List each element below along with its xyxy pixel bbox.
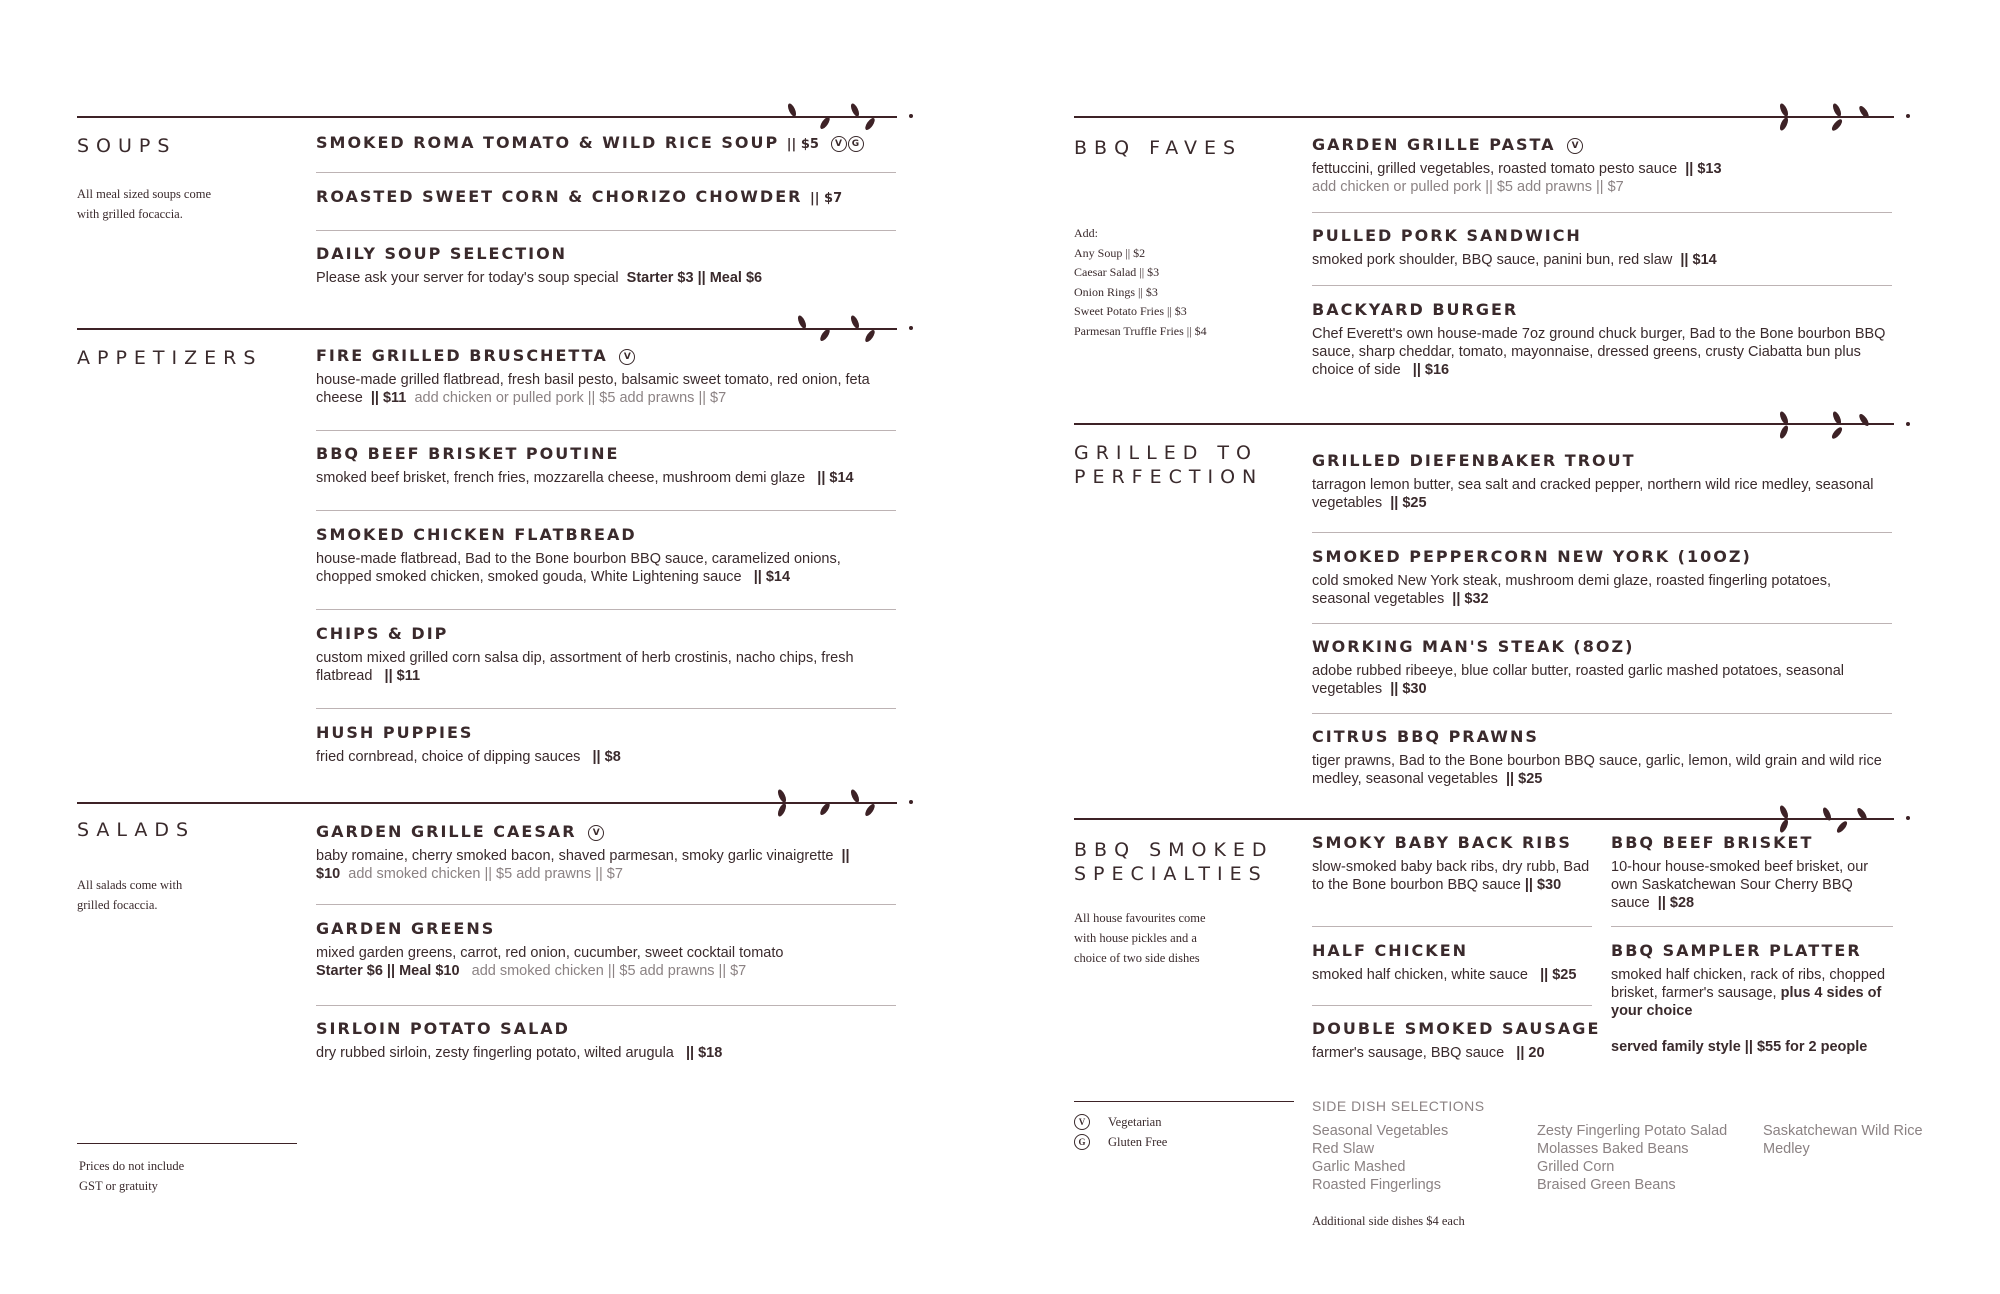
menu-item (1312, 450, 1892, 512)
item-price: || $30 (1524, 877, 1562, 893)
section-rule (1074, 818, 1894, 820)
legend-label: Gluten Free (1108, 1134, 1168, 1149)
vegetarian-icon: V (588, 825, 604, 841)
side-dish-item: Roasted Fingerlings (1312, 1177, 1441, 1193)
item-desc: dry rubbed sirloin, zesty fingerling potato, wilted arugula (316, 1045, 674, 1061)
item-name: BACKYARD BURGER (1312, 300, 1519, 319)
menu-item (316, 623, 896, 685)
item-name: GARDEN GRILLE CAESAR (316, 822, 577, 841)
item-addons: add smoked chicken || $5 add prawns || $7 (471, 963, 747, 979)
item-addons: add smoked chicken || $5 add prawns || $7 (348, 866, 623, 882)
vine-ornament-icon (1772, 802, 1912, 836)
menu-item (1312, 832, 1592, 894)
menu-item (316, 821, 896, 883)
item-name: HUSH PUPPIES (316, 723, 474, 742)
item-divider (316, 510, 896, 511)
section-title-bbq-faves: BBQ FAVES (1074, 137, 1243, 159)
footnote: Prices do not include GST or gratuity (79, 1159, 185, 1193)
side-dish-column (1312, 1122, 1448, 1194)
vegetarian-icon: V (1074, 1114, 1090, 1130)
item-desc: house-made flatbread, Bad to the Bone bourbon BBQ sauce, caramelized onions, chopped smoked chicken, smoked gouda, White Lightening sauce (316, 551, 841, 585)
add-ons-list (1074, 224, 1207, 341)
item-addons: add chicken or pulled pork || $5 add prawns || $7 (414, 390, 727, 406)
menu-item (1312, 546, 1892, 608)
section-rule (77, 116, 897, 118)
item-name: GARDEN GREENS (316, 919, 496, 938)
item-name: DAILY SOUP SELECTION (316, 244, 568, 263)
item-name: SMOKY BABY BACK RIBS (1312, 833, 1572, 852)
vegetarian-icon: V (1567, 138, 1583, 154)
item-divider (1611, 926, 1893, 927)
section-rule (77, 328, 897, 330)
footnote-rule (77, 1143, 297, 1144)
item-name: CHIPS & DIP (316, 624, 449, 643)
smoked-note: All house favourites come with house pickles and a choice of two side dishes (1074, 911, 1206, 965)
side-dish-item: Saskatchewan Wild Rice (1763, 1123, 1923, 1139)
item-divider (1312, 926, 1592, 927)
item-name: SMOKED ROMA TOMATO & WILD RICE SOUP (316, 133, 780, 152)
item-desc: house-made grilled flatbread, fresh basil pesto, balsamic sweet tomato, red onion, feta cheese (316, 372, 870, 406)
side-dish-title: SIDE DISH SELECTIONS (1312, 1098, 1485, 1114)
section-rule (1074, 116, 1894, 118)
legend-label: Vegetarian (1108, 1114, 1162, 1129)
vine-ornament-icon (1772, 408, 1912, 442)
item-desc: farmer's sausage, BBQ sauce (1312, 1045, 1505, 1061)
item-price: || 20 (1516, 1045, 1545, 1061)
menu-item (316, 443, 896, 487)
item-desc: adobe rubbed ribeeye, blue collar butter, roasted garlic mashed potatoes, seasonal vegetables (1312, 663, 1845, 697)
item-name: ROASTED SWEET CORN & CHORIZO CHOWDER (316, 187, 803, 206)
item-divider (1312, 623, 1892, 624)
section-title-salads: SALADS (77, 819, 196, 841)
side-dish-item: Garlic Mashed (1312, 1159, 1406, 1175)
item-price: || $28 (1657, 895, 1695, 911)
side-dish-item: Medley (1763, 1141, 1810, 1157)
item-desc: Chef Everett's own house-made 7oz ground chuck burger, Bad to the Bone bourbon BBQ sauce, sharp cheddar, tomato, mayonnaise, dressed greens, crusty Ciabatta bun plus choice of side (1312, 326, 1886, 378)
item-price: || $14 (817, 470, 854, 486)
section-title-appetizers: APPETIZERS (77, 347, 263, 369)
item-desc: fettuccini, grilled vegetables, roasted tomato pesto sauce (1312, 161, 1678, 177)
item-name: BBQ BEEF BRISKET POUTINE (316, 444, 620, 463)
menu-item (316, 524, 896, 586)
menu-item (1312, 636, 1892, 698)
item-name: BBQ BEEF BRISKET (1611, 833, 1814, 852)
item-desc: slow-smoked baby back ribs, dry rubb, Bad to the Bone bourbon BBQ sauce (1312, 859, 1590, 893)
item-name: SIRLOIN POTATO SALAD (316, 1019, 570, 1038)
section-title-smoked: BBQ SMOKED SPECIALTIES (1074, 839, 1274, 885)
vine-ornament-icon (770, 786, 920, 820)
item-desc: tiger prawns, Bad to the Bone bourbon BBQ sauce, garlic, lemon, wild grain and wild rice medley, seasonal vegetables (1312, 753, 1882, 787)
side-dish-item: Braised Green Beans (1537, 1177, 1676, 1193)
item-price: || $25 (1390, 495, 1427, 511)
item-price: || $5 (786, 137, 819, 152)
menu-item (1312, 225, 1892, 269)
item-price: || $10 (316, 848, 850, 882)
menu-item (316, 243, 896, 287)
side-dish-item: Seasonal Vegetables (1312, 1123, 1449, 1139)
add-on-item: Any Soup || $2 (1074, 245, 1146, 260)
item-name: GARDEN GRILLE PASTA (1312, 135, 1556, 154)
item-desc: tarragon lemon butter, sea salt and cracked pepper, northern wild rice medley, seasonal vegetables (1312, 477, 1874, 511)
item-price: || $18 (685, 1045, 723, 1061)
add-on-item: Sweet Potato Fries || $3 (1074, 304, 1187, 318)
gluten-free-icon: G (848, 136, 864, 152)
vine-ornament-icon (780, 312, 920, 346)
legend-rule (1074, 1101, 1294, 1102)
section-title-grilled: GRILLED TO PERFECTION (1074, 442, 1264, 488)
item-divider (316, 230, 896, 231)
item-divider (316, 1005, 896, 1006)
item-price: || $11 (370, 390, 407, 406)
menu-item (316, 132, 896, 156)
item-desc: smoked half chicken, rack of ribs, chopped brisket, farmer's sausage, (1611, 967, 1886, 1001)
item-name: SMOKED CHICKEN FLATBREAD (316, 525, 637, 544)
item-divider (316, 708, 896, 709)
legend (1074, 1112, 1167, 1152)
item-price: || $14 (753, 569, 791, 585)
menu-item (1312, 940, 1602, 984)
item-name: CITRUS BBQ PRAWNS (1312, 727, 1539, 746)
vine-ornament-icon (1772, 100, 1912, 134)
item-price: || $16 (1412, 362, 1450, 378)
item-name: SMOKED PEPPERCORN NEW YORK (10OZ) (1312, 547, 1752, 566)
menu-item (1611, 832, 1893, 912)
item-name: HALF CHICKEN (1312, 941, 1469, 960)
item-divider (1312, 713, 1892, 714)
item-desc: fried cornbread, choice of dipping sauces (316, 749, 581, 765)
menu-item (1312, 726, 1892, 788)
gluten-free-icon: G (1074, 1134, 1090, 1150)
menu-item (316, 1018, 896, 1062)
item-name: BBQ SAMPLER PLATTER (1611, 941, 1862, 960)
item-desc: Please ask your server for today's soup special (316, 270, 619, 286)
item-divider (1312, 285, 1892, 286)
item-divider (1312, 1005, 1592, 1006)
menu-item (1312, 134, 1892, 196)
item-desc: baby romaine, cherry smoked bacon, shaved parmesan, smoky garlic vinaigrette (316, 848, 834, 864)
section-rule (1074, 423, 1894, 425)
menu-item (316, 186, 896, 210)
item-desc-bold: plus 4 sides of your choice (1611, 985, 1882, 1019)
side-dish-item: Grilled Corn (1537, 1159, 1615, 1175)
vine-ornament-icon (780, 100, 920, 134)
item-desc: smoked half chicken, white sauce (1312, 967, 1528, 983)
add-on-item: Caesar Salad || $3 (1074, 265, 1160, 279)
item-price: Starter $3 || Meal $6 (626, 270, 763, 286)
item-name: FIRE GRILLED BRUSCHETTA (316, 346, 608, 365)
side-dish-column (1537, 1122, 1727, 1194)
item-divider (316, 172, 896, 173)
side-dish-footer: Additional side dishes $4 each (1312, 1214, 1465, 1228)
item-name: WORKING MAN'S STEAK (8OZ) (1312, 637, 1635, 656)
item-price: || $13 (1685, 161, 1722, 177)
item-desc: custom mixed grilled corn salsa dip, assortment of herb crostinis, nacho chips, fresh flatbread (316, 650, 854, 684)
add-on-item: Parmesan Truffle Fries || $4 (1074, 323, 1207, 338)
item-serving: served family style || $55 for 2 people (1611, 1039, 1868, 1055)
item-price: || $7 (810, 191, 843, 206)
item-name: DOUBLE SMOKED SAUSAGE (1312, 1019, 1601, 1038)
add-ons-title: Add: (1074, 226, 1098, 240)
side-dish-item: Red Slaw (1312, 1141, 1375, 1157)
item-divider (316, 904, 896, 905)
section-title-soups: SOUPS (77, 135, 177, 157)
salads-note: All salads come with grilled focaccia. (77, 878, 183, 912)
menu-item (1312, 299, 1892, 379)
menu-item (316, 345, 896, 407)
item-desc: mixed garden greens, carrot, red onion, cucumber, sweet cocktail tomato (316, 945, 784, 961)
add-on-item: Onion Rings || $3 (1074, 284, 1158, 299)
side-dish-item: Zesty Fingerling Potato Salad (1537, 1123, 1728, 1139)
item-desc: smoked pork shoulder, BBQ sauce, panini bun, red slaw (1312, 252, 1673, 268)
item-desc: 10-hour house-smoked beef brisket, our own Saskatchewan Sour Cherry BBQ sauce (1611, 859, 1869, 911)
soups-note: All meal sized soups come with grilled focaccia. (77, 187, 211, 221)
item-desc: smoked beef brisket, french fries, mozzarella cheese, mushroom demi glaze (316, 470, 806, 486)
side-dish-item: Molasses Baked Beans (1537, 1141, 1689, 1157)
menu-item (316, 722, 896, 766)
item-price: || $25 (1540, 967, 1577, 983)
item-price: || $8 (592, 749, 621, 765)
item-divider (316, 430, 896, 431)
item-divider (316, 609, 896, 610)
menu-item (1312, 1018, 1602, 1062)
item-desc: cold smoked New York steak, mushroom demi glaze, roasted fingerling potatoes, seasonal vegetables (1312, 573, 1832, 607)
item-divider (1312, 532, 1892, 533)
menu-item (316, 918, 896, 980)
item-price: || $30 (1390, 681, 1427, 697)
item-divider (1312, 212, 1892, 213)
item-price: || $32 (1452, 591, 1489, 607)
item-name: GRILLED DIEFENBAKER TROUT (1312, 451, 1636, 470)
side-dish-column (1763, 1122, 1923, 1158)
item-addons: add chicken or pulled pork || $5 add prawns || $7 (1312, 179, 1624, 195)
item-price: || $11 (384, 668, 421, 684)
item-price: Starter $6 || Meal $10 (316, 963, 460, 979)
item-name: PULLED PORK SANDWICH (1312, 226, 1582, 245)
vegetarian-icon: V (619, 349, 635, 365)
item-price: || $25 (1506, 771, 1543, 787)
menu-item (1611, 940, 1893, 1056)
item-price: || $14 (1680, 252, 1717, 268)
vegetarian-icon: V (831, 136, 847, 152)
